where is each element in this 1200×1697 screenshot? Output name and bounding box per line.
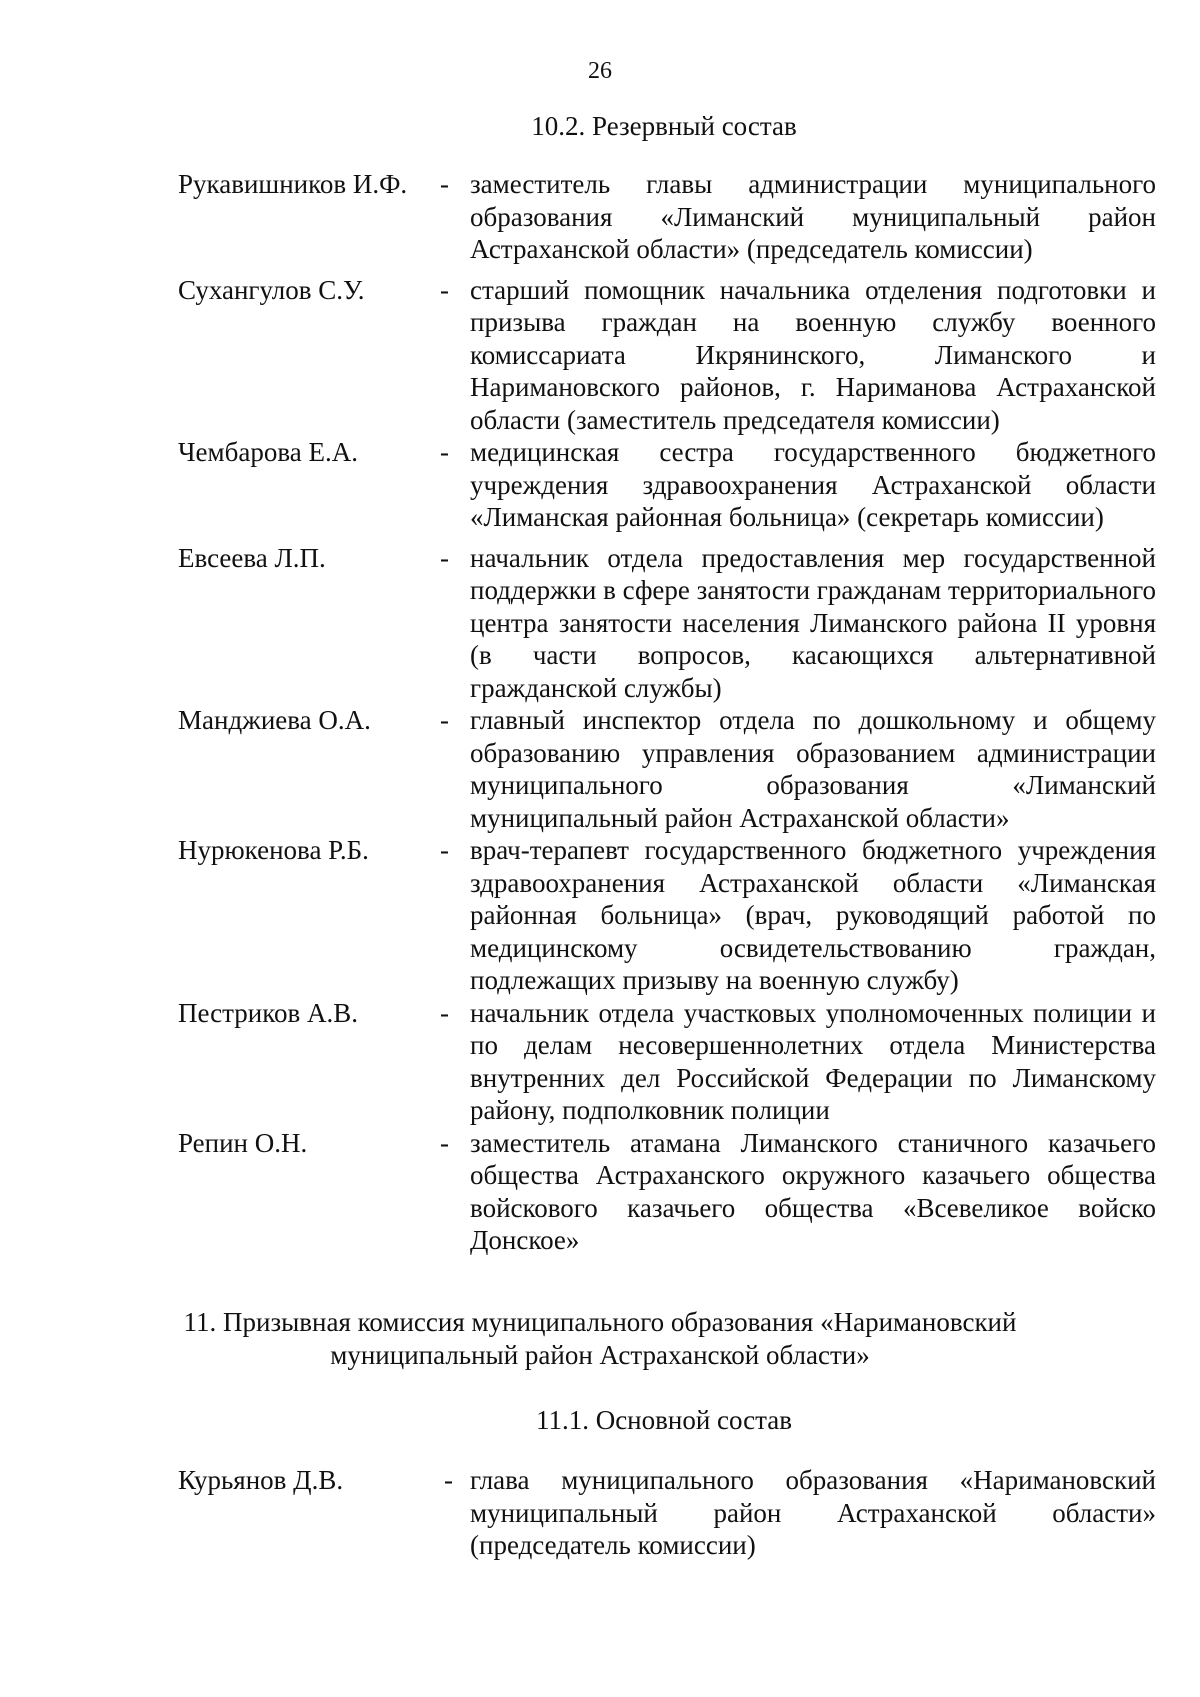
section-heading-line: 11. Призывная комиссия муниципального образования «Наримановский <box>183 1307 1017 1337</box>
member-name: Пестриков А.В. <box>178 997 358 1028</box>
member-entry <box>178 704 1156 834</box>
member-entry <box>178 1127 1156 1257</box>
member-entry <box>178 1464 1156 1562</box>
member-role: начальник отдела участковых уполномоченных полиции и по делам несовершеннолетних отдела Министерства внутренних дел Российской Федерации по Лиманскому району, подполковник полиции <box>470 997 1156 1125</box>
member-dash: - <box>440 169 449 199</box>
member-dash: - <box>440 542 449 573</box>
reserve-composition-heading: 10.2. Резервный состав <box>531 111 797 141</box>
member-role: начальник отдела предоставления мер государственной поддержки в сфере занятости гражданам территориального центра занятости населения Лиманского района II уровня (в части вопросов, касающихся альтернативной гражданской службы) <box>470 542 1156 703</box>
member-dash: - <box>440 274 449 305</box>
member-role: заместитель атамана Лиманского станичного казачьего общества Астраханского окружного казачьего общества войскового казачьего общества «Всевеликое войско Донское» <box>470 1127 1156 1255</box>
member-role: медицинская сестра государственного бюджетного учреждения здравоохранения Астраханской области «Лиманская районная больница» (секретарь комиссии) <box>470 437 1156 532</box>
section-heading-line: муниципальный район Астраханской области» <box>330 1340 870 1370</box>
member-entry <box>178 834 1156 997</box>
main-members-list <box>178 1464 1156 1562</box>
member-dash: - <box>440 705 449 735</box>
member-name: Репин О.Н. <box>178 1127 308 1158</box>
commission-section-heading <box>0 1306 1200 1372</box>
member-role: старший помощник начальника отделения подготовки и призыва граждан на военную службу военного комиссариата Икрянинского, Лиманского и Наримановского районов, г. Нариманова Астраханской области (заместитель председателя комиссии) <box>470 274 1156 435</box>
main-composition-heading: 11.1. Основной состав <box>535 1405 793 1435</box>
member-dash: - <box>440 997 449 1028</box>
member-name: Чембарова Е.А. <box>178 437 358 467</box>
member-dash: - <box>444 1465 453 1495</box>
member-name: Нурюкенова Р.Б. <box>178 835 369 865</box>
member-entry <box>178 436 1156 534</box>
member-entry <box>178 997 1156 1127</box>
member-role: глава муниципального образования «Наримановский муниципальный район Астраханской области» (председатель комиссии) <box>470 1465 1156 1560</box>
reserve-members-list <box>178 168 1156 1257</box>
member-name: Рукавишников И.Ф. <box>178 169 408 199</box>
member-entry <box>178 274 1156 437</box>
member-name: Евсеева Л.П. <box>178 542 326 573</box>
page-number: 26 <box>588 58 612 84</box>
member-role: заместитель главы администрации муниципального образования «Лиманский муниципальный район Астраханской области» (председатель комиссии) <box>470 169 1156 264</box>
member-dash: - <box>440 835 449 865</box>
member-entry <box>178 168 1156 266</box>
member-dash: - <box>440 1127 449 1158</box>
member-name: Курьянов Д.В. <box>178 1465 344 1495</box>
member-role: главный инспектор отдела по дошкольному и общему образованию управления образованием администрации муниципального образования «Лиманский муниципальный район Астраханской области» <box>470 705 1156 833</box>
member-entry <box>178 542 1156 705</box>
member-name: Манджиева О.А. <box>178 705 371 735</box>
member-name: Сухангулов С.У. <box>178 274 365 305</box>
member-dash: - <box>440 437 449 467</box>
member-role: врач-терапевт государственного бюджетного учреждения здравоохранения Астраханской области «Лиманская районная больница» (врач, руководящий работой по медицинскому освидетельствованию граждан, подлежащих призыву на военную службу) <box>470 835 1156 995</box>
